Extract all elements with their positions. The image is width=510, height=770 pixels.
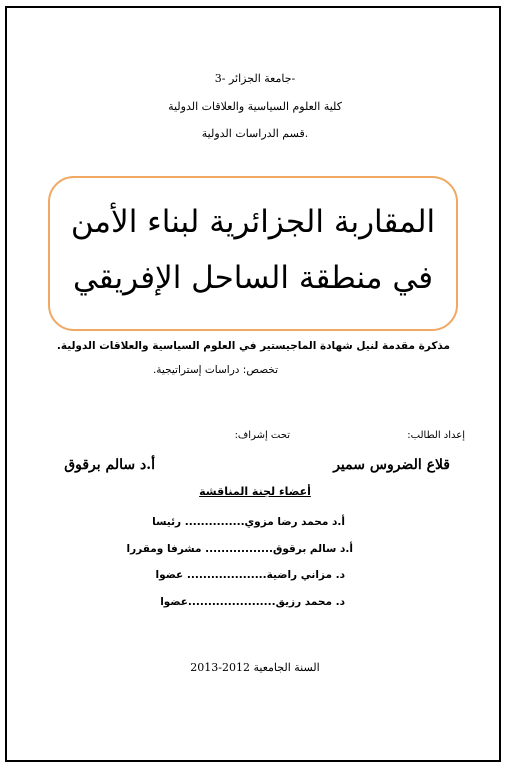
committee-member: د. مزاني راضية.................... عضوا [155,569,345,581]
committee-member: د. محمد رزيق......................عضوا [160,596,345,608]
faculty-name: كلية العلوم السياسية والعلاقات الدولية [168,100,342,113]
committee-member: أ.د سالم برقوق................. مشرفا ومقررا [126,543,353,555]
department-name: قسم الدراسات الدولية. [201,127,309,140]
student-name: قلاع الضروس سمير [333,457,450,473]
specialization: تخصص: دراسات إستراتيجية. [152,364,278,376]
university-name: جامعة الجزائر -3- [214,72,296,85]
supervisor-name: أ.د سالم برقوق [64,457,155,473]
prepared-by-label: إعداد الطالب: [407,430,465,441]
thesis-title-line-1: المقاربة الجزائرية لبناء الأمن [70,204,436,240]
committee-title: أعضاء لجنة المناقشة [199,485,311,498]
thesis-title-box [48,176,458,331]
academic-year: السنة الجامعية 2012-2013 [190,661,320,674]
memo-statement: مذكرة مقدمة لنيل شهادة الماجيستير في العلوم السياسية والعلاقات الدولية. [56,340,450,352]
committee-member: أ.د محمد رضا مزوي............... رئيسا [152,516,345,528]
thesis-title-line-2: في منطقة الساحل الإفريقي [72,260,434,296]
supervised-by-label: تحت إشراف: [234,430,290,441]
page-border [5,6,501,762]
